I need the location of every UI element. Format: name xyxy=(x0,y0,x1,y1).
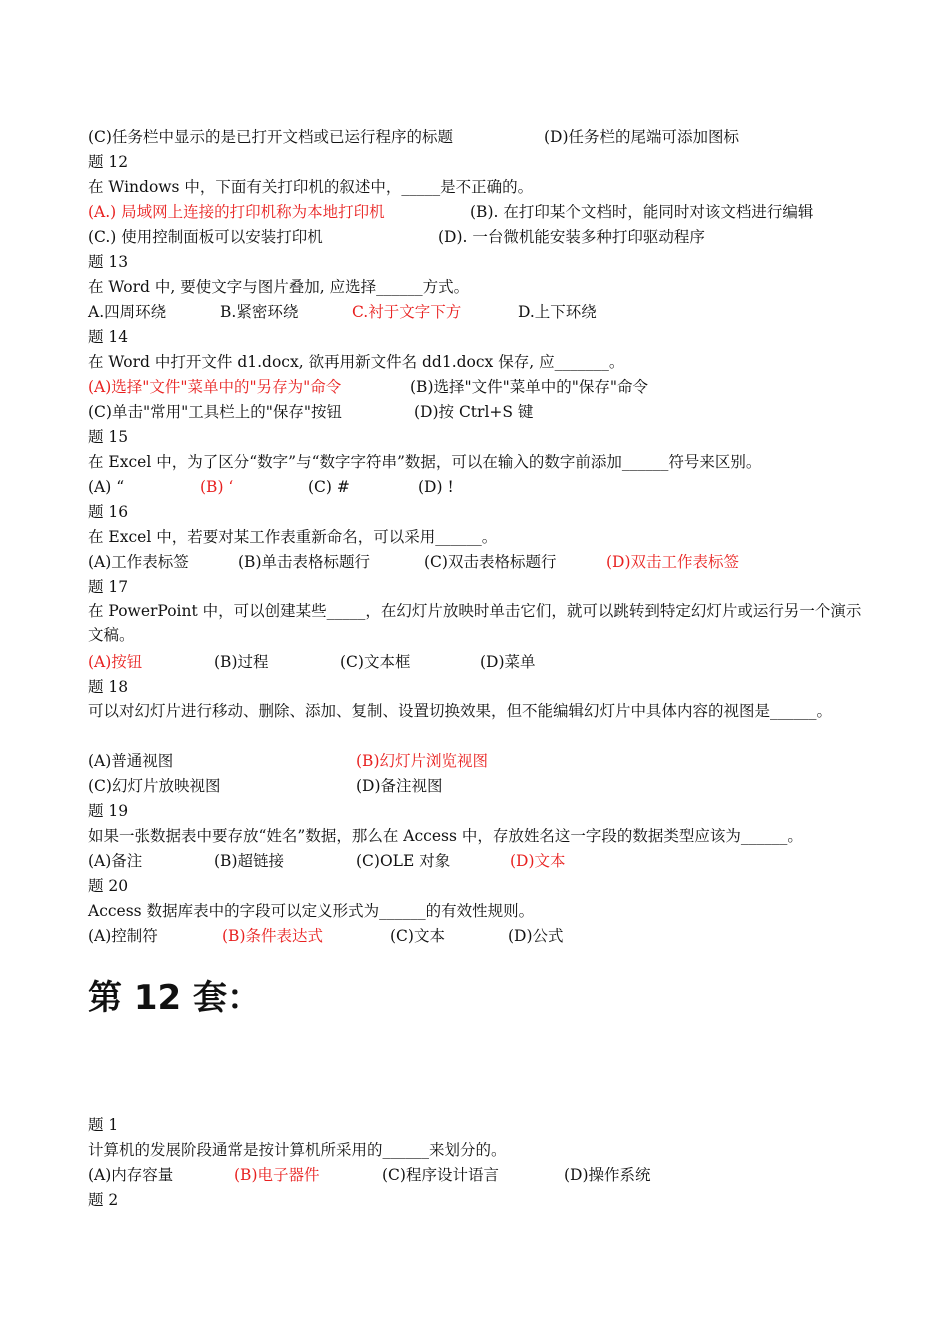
q12-option-a-answer: (A.) 局域网上连接的打印机称为本地打印机 xyxy=(88,203,385,221)
q16-question: 在 Excel 中，若要对某工作表重新命名，可以采用______。 xyxy=(88,528,498,546)
q19-title: 题 19 xyxy=(88,802,129,820)
q12-option-b: (B). 在打印某个文档时，能同时对该文档进行编辑 xyxy=(470,203,814,221)
q17-option-c: (C)文本框 xyxy=(340,653,411,671)
q16-option-d-answer: (D)双击工作表标签 xyxy=(606,553,740,571)
q18-title: 题 18 xyxy=(88,678,129,696)
q13-question: 在 Word 中, 要使文字与图片叠加, 应选择______方式。 xyxy=(88,278,470,296)
q12-title: 题 12 xyxy=(88,153,129,171)
q13-option-b: B.紧密环绕 xyxy=(220,303,299,321)
q14-option-b: (B)选择"文件"菜单中的"保存"命令 xyxy=(410,378,649,396)
q17-question: 在 PowerPoint 中，可以创建某些_____，在幻灯片放映时单击它们，就可以跳转到特定幻灯片或运行另一个演示文稿。 xyxy=(88,602,862,644)
q18-option-d: (D)备注视图 xyxy=(356,777,443,795)
q20-option-b-answer: (B)条件表达式 xyxy=(222,927,323,945)
q15-option-c: (C) # xyxy=(308,478,350,496)
q20-option-a: (A)控制符 xyxy=(88,927,158,945)
q18-option-a: (A)普通视图 xyxy=(88,752,174,770)
q18-question: 可以对幻灯片进行移动、删除、添加、复制、设置切换效果，但不能编辑幻灯片中具体内容的视图是______。 xyxy=(88,702,833,720)
q15-title: 题 15 xyxy=(88,428,129,446)
q16-option-a: (A)工作表标签 xyxy=(88,553,189,571)
q19-option-c: (C)OLE 对象 xyxy=(356,852,451,870)
q11-option-c: (C)任务栏中显示的是已打开文档或已运行程序的标题 xyxy=(88,128,453,146)
q12-question: 在 Windows 中，下面有关打印机的叙述中，_____是不正确的。 xyxy=(88,178,534,196)
q17-option-b: (B)过程 xyxy=(214,653,269,671)
q16-option-c: (C)双击表格标题行 xyxy=(424,553,557,571)
q13-title: 题 13 xyxy=(88,253,129,271)
q12-option-c: (C.) 使用控制面板可以安装打印机 xyxy=(88,228,323,246)
q17-option-d: (D)菜单 xyxy=(480,653,536,671)
q13-option-a: A.四周环绕 xyxy=(88,303,167,321)
q20-question: Access 数据库表中的字段可以定义形式为______的有效性规则。 xyxy=(88,902,535,920)
q18-option-c: (C)幻灯片放映视图 xyxy=(88,777,221,795)
q15-option-d: (D) ! xyxy=(418,478,454,496)
set-heading: 第 12 套： xyxy=(88,978,261,1018)
q20-option-c: (C)文本 xyxy=(390,927,445,945)
q17-title: 题 17 xyxy=(88,578,129,596)
q19-option-d-answer: (D)文本 xyxy=(510,852,566,870)
q19-option-a: (A)备注 xyxy=(88,852,143,870)
q14-option-a-answer: (A)选择"文件"菜单中的"另存为"命令 xyxy=(88,378,342,396)
q19-option-b: (B)超链接 xyxy=(214,852,284,870)
s12-q2-title: 题 2 xyxy=(88,1191,119,1209)
q13-option-d: D.上下环绕 xyxy=(518,303,597,321)
s12-q1-option-d: (D)操作系统 xyxy=(564,1166,651,1184)
q11-option-d: (D)任务栏的尾端可添加图标 xyxy=(544,128,740,146)
q12-option-d: (D). 一台微机能安装多种打印驱动程序 xyxy=(438,228,705,246)
s12-q1-title: 题 1 xyxy=(88,1116,119,1134)
s12-q1-option-a: (A)内存容量 xyxy=(88,1166,174,1184)
q15-option-b-answer: (B) ‘ xyxy=(200,478,234,496)
s12-q1-option-c: (C)程序设计语言 xyxy=(382,1166,499,1184)
s12-q1-option-b-answer: (B)电子器件 xyxy=(234,1166,320,1184)
q16-option-b: (B)单击表格标题行 xyxy=(238,553,370,571)
q16-title: 题 16 xyxy=(88,503,129,521)
q20-title: 题 20 xyxy=(88,877,129,895)
q15-question: 在 Excel 中，为了区分“数字”与“数字字符串”数据，可以在输入的数字前添加______符号来区别。 xyxy=(88,453,762,471)
s12-q1-question: 计算机的发展阶段通常是按计算机所采用的______来划分的。 xyxy=(88,1141,507,1159)
q17-option-a-answer: (A)按钮 xyxy=(88,653,143,671)
q15-option-a: (A) “ xyxy=(88,478,125,496)
q19-question: 如果一张数据表中要存放“姓名”数据，那么在 Access 中，存放姓名这一字段的数据类型应该为______。 xyxy=(88,827,803,845)
q14-question: 在 Word 中打开文件 d1.docx, 欲再用新文件名 dd1.docx 保存, 应_______。 xyxy=(88,353,625,371)
q14-option-c: (C)单击"常用"工具栏上的"保存"按钮 xyxy=(88,403,342,421)
q14-option-d: (D)按 Ctrl+S 键 xyxy=(414,403,534,421)
q18-option-b-answer: (B)幻灯片浏览视图 xyxy=(356,752,488,770)
q14-title: 题 14 xyxy=(88,328,129,346)
q13-option-c-answer: C.衬于文字下方 xyxy=(352,303,462,321)
q20-option-d: (D)公式 xyxy=(508,927,564,945)
